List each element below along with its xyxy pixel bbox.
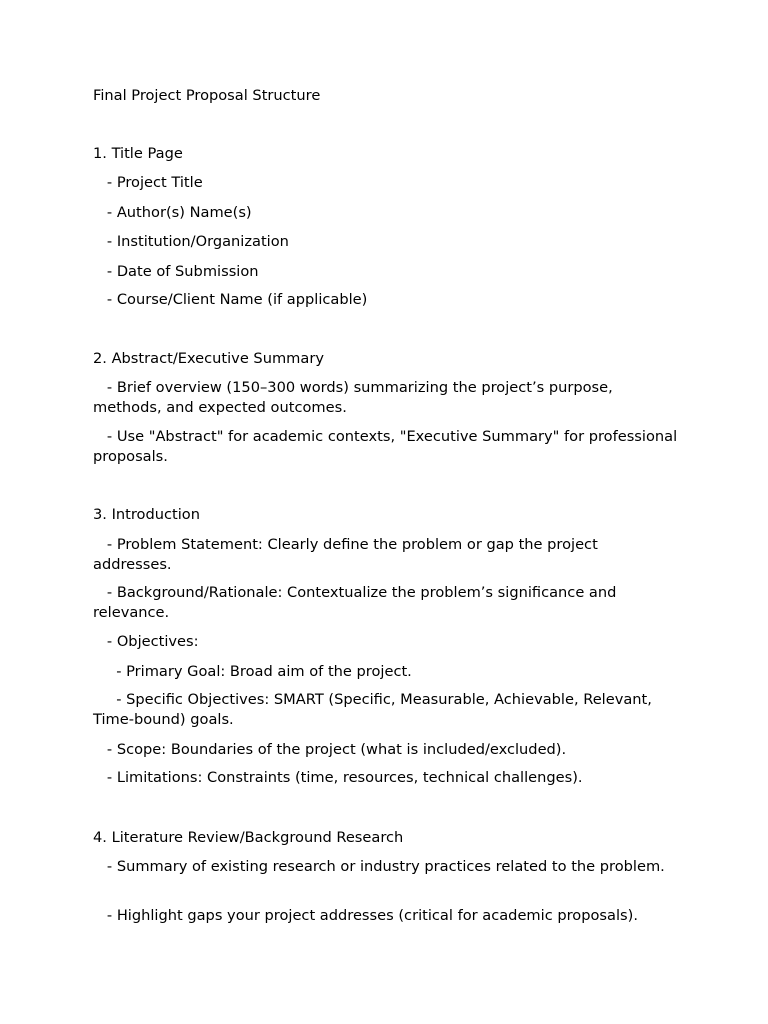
list-item: - Summary of existing research or industry practices related to the problem.: [93, 858, 665, 875]
section-heading-title-page: 1. Title Page: [93, 145, 183, 162]
list-item: - Brief overview (150–300 words) summarizing the project’s purpose, methods, and expected outcomes.: [93, 379, 618, 416]
section-heading-literature-review: 4. Literature Review/Background Research: [93, 829, 404, 846]
section-heading-introduction: 3. Introduction: [93, 506, 200, 523]
list-item: - Limitations: Constraints (time, resources, technical challenges).: [93, 769, 583, 786]
list-item: - Specific Objectives: SMART (Specific, Measurable, Achievable, Relevant, Time-bound) goals.: [93, 691, 657, 728]
list-item: - Date of Submission: [93, 263, 259, 280]
list-item: - Background/Rationale: Contextualize the problem’s significance and relevance.: [93, 584, 622, 621]
list-item: - Project Title: [93, 174, 203, 191]
list-item: - Institution/Organization: [93, 233, 289, 250]
list-item: - Problem Statement: Clearly define the problem or gap the project addresses.: [93, 536, 603, 573]
section-heading-abstract: 2. Abstract/Executive Summary: [93, 350, 324, 367]
list-item: - Author(s) Name(s): [93, 204, 252, 221]
list-item: - Scope: Boundaries of the project (what is included/excluded).: [93, 741, 567, 758]
list-item: - Use "Abstract" for academic contexts, "Executive Summary" for professional proposals.: [93, 428, 682, 465]
list-item: - Course/Client Name (if applicable): [93, 291, 368, 308]
list-item: - Objectives:: [93, 633, 199, 650]
list-item: - Highlight gaps your project addresses (critical for academic proposals).: [93, 907, 638, 924]
list-item: - Primary Goal: Broad aim of the project.: [93, 663, 412, 680]
document-title: Final Project Proposal Structure: [93, 87, 321, 104]
